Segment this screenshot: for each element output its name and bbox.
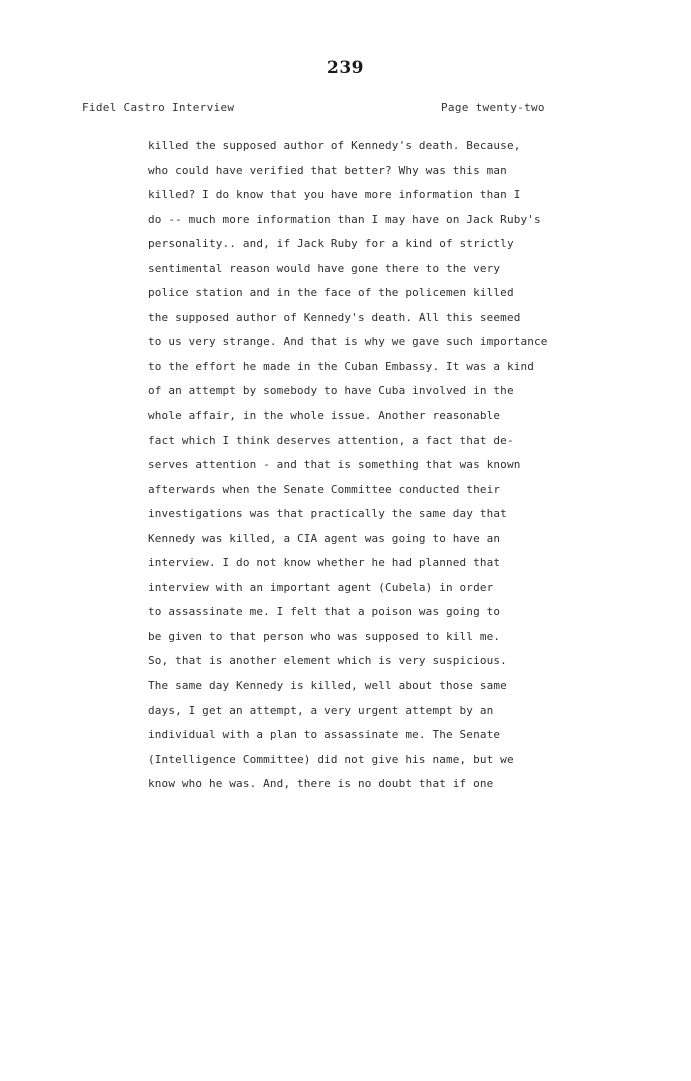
text-line: to assassinate me. I felt that a poison was going to	[148, 605, 501, 619]
text-line: investigations was that practically the same day that	[148, 507, 507, 521]
text-line: afterwards when the Senate Committee conducted their	[148, 482, 501, 496]
text-line: (Intelligence Committee) did not give his name, but we	[148, 752, 514, 766]
text-line: be given to that person who was supposed to kill me.	[148, 629, 501, 643]
text-line: The same day Kennedy is killed, well about those same	[148, 679, 507, 693]
text-line: days, I get an attempt, a very urgent attempt by an	[148, 703, 494, 717]
text-line: of an attempt by somebody to have Cuba involved in the	[148, 384, 514, 398]
text-line: whole affair, in the whole issue. Another reasonable	[148, 409, 501, 423]
text-line: killed? I do know that you have more information than I	[148, 188, 521, 202]
page-number: 239	[327, 58, 364, 78]
transcript-body	[148, 139, 608, 802]
text-line: to us very strange. And that is why we gave such importance	[148, 335, 548, 349]
text-line: killed the supposed author of Kennedy's death. Because,	[148, 139, 521, 152]
running-header-title: Fidel Castro Interview	[82, 101, 235, 114]
text-line: the supposed author of Kennedy's death. All this seemed	[148, 310, 521, 324]
text-line: police station and in the face of the policemen killed	[148, 286, 514, 300]
text-line: do -- much more information than I may have on Jack Ruby's	[148, 212, 541, 226]
text-line: Kennedy was killed, a CIA agent was going to have an	[148, 531, 501, 545]
text-line: who could have verified that better? Why was this man	[148, 163, 507, 177]
text-line: know who he was. And, there is no doubt that if one	[148, 777, 494, 791]
text-line: fact which I think deserves attention, a fact that de-	[148, 433, 514, 447]
text-line: serves attention - and that is something that was known	[148, 458, 521, 472]
text-line: personality.. and, if Jack Ruby for a kind of strictly	[148, 237, 514, 251]
text-line: sentimental reason would have gone there to the very	[148, 261, 501, 275]
text-line: So, that is another element which is very suspicious.	[148, 654, 507, 668]
text-line: interview with an important agent (Cubela) in order	[148, 580, 494, 594]
text-line: to the effort he made in the Cuban Embassy. It was a kind	[148, 359, 535, 373]
running-header-page: Page twenty-two	[441, 101, 545, 114]
text-line: individual with a plan to assassinate me. The Senate	[148, 728, 501, 742]
text-line: interview. I do not know whether he had planned that	[148, 556, 501, 570]
